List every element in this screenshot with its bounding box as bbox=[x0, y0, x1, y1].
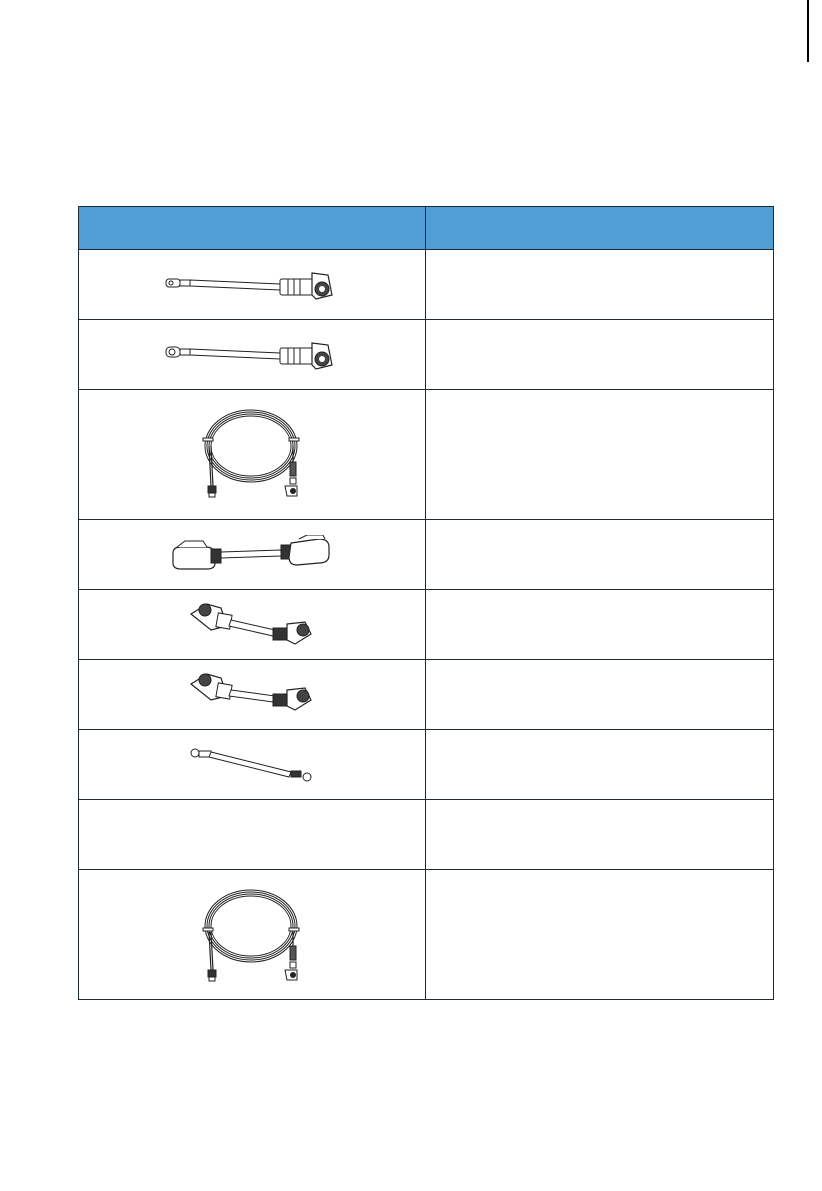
power-cable-ring-terminal-connector-icon bbox=[162, 265, 342, 305]
page-corner-mark bbox=[807, 0, 809, 62]
description-cell bbox=[426, 660, 774, 730]
coiled-communication-cable-icon bbox=[197, 400, 307, 510]
table-row bbox=[79, 660, 774, 730]
table-row bbox=[79, 870, 774, 1000]
illustration-cell bbox=[79, 590, 426, 660]
header-cell-description bbox=[426, 207, 774, 250]
table-row bbox=[79, 520, 774, 590]
angled-connector-cable-icon bbox=[187, 600, 317, 650]
illustration-cell bbox=[79, 250, 426, 320]
power-cable-ring-terminal-connector-icon bbox=[162, 335, 342, 375]
header-cell-item bbox=[79, 207, 426, 250]
series-cable-double-angled-connectors-icon bbox=[167, 535, 337, 575]
illustration-cell bbox=[79, 320, 426, 390]
table-row bbox=[79, 590, 774, 660]
description-cell bbox=[426, 590, 774, 660]
ring-terminal-jumper-cable-icon bbox=[187, 745, 317, 785]
coiled-communication-cable-icon bbox=[197, 880, 307, 990]
table-row bbox=[79, 800, 774, 870]
description-cell bbox=[426, 730, 774, 800]
table-row bbox=[79, 730, 774, 800]
illustration-cell bbox=[79, 390, 426, 520]
angled-connector-cable-icon bbox=[187, 670, 317, 720]
parts-table bbox=[78, 206, 774, 1000]
description-cell bbox=[426, 390, 774, 520]
description-cell bbox=[426, 870, 774, 1000]
description-cell bbox=[426, 250, 774, 320]
illustration-cell bbox=[79, 800, 426, 870]
description-cell bbox=[426, 800, 774, 870]
illustration-cell bbox=[79, 520, 426, 590]
illustration-cell bbox=[79, 660, 426, 730]
description-cell bbox=[426, 520, 774, 590]
table-header-row bbox=[79, 207, 774, 250]
table-row bbox=[79, 390, 774, 520]
table-row bbox=[79, 250, 774, 320]
illustration-cell bbox=[79, 730, 426, 800]
illustration-cell bbox=[79, 870, 426, 1000]
table-row bbox=[79, 320, 774, 390]
description-cell bbox=[426, 320, 774, 390]
